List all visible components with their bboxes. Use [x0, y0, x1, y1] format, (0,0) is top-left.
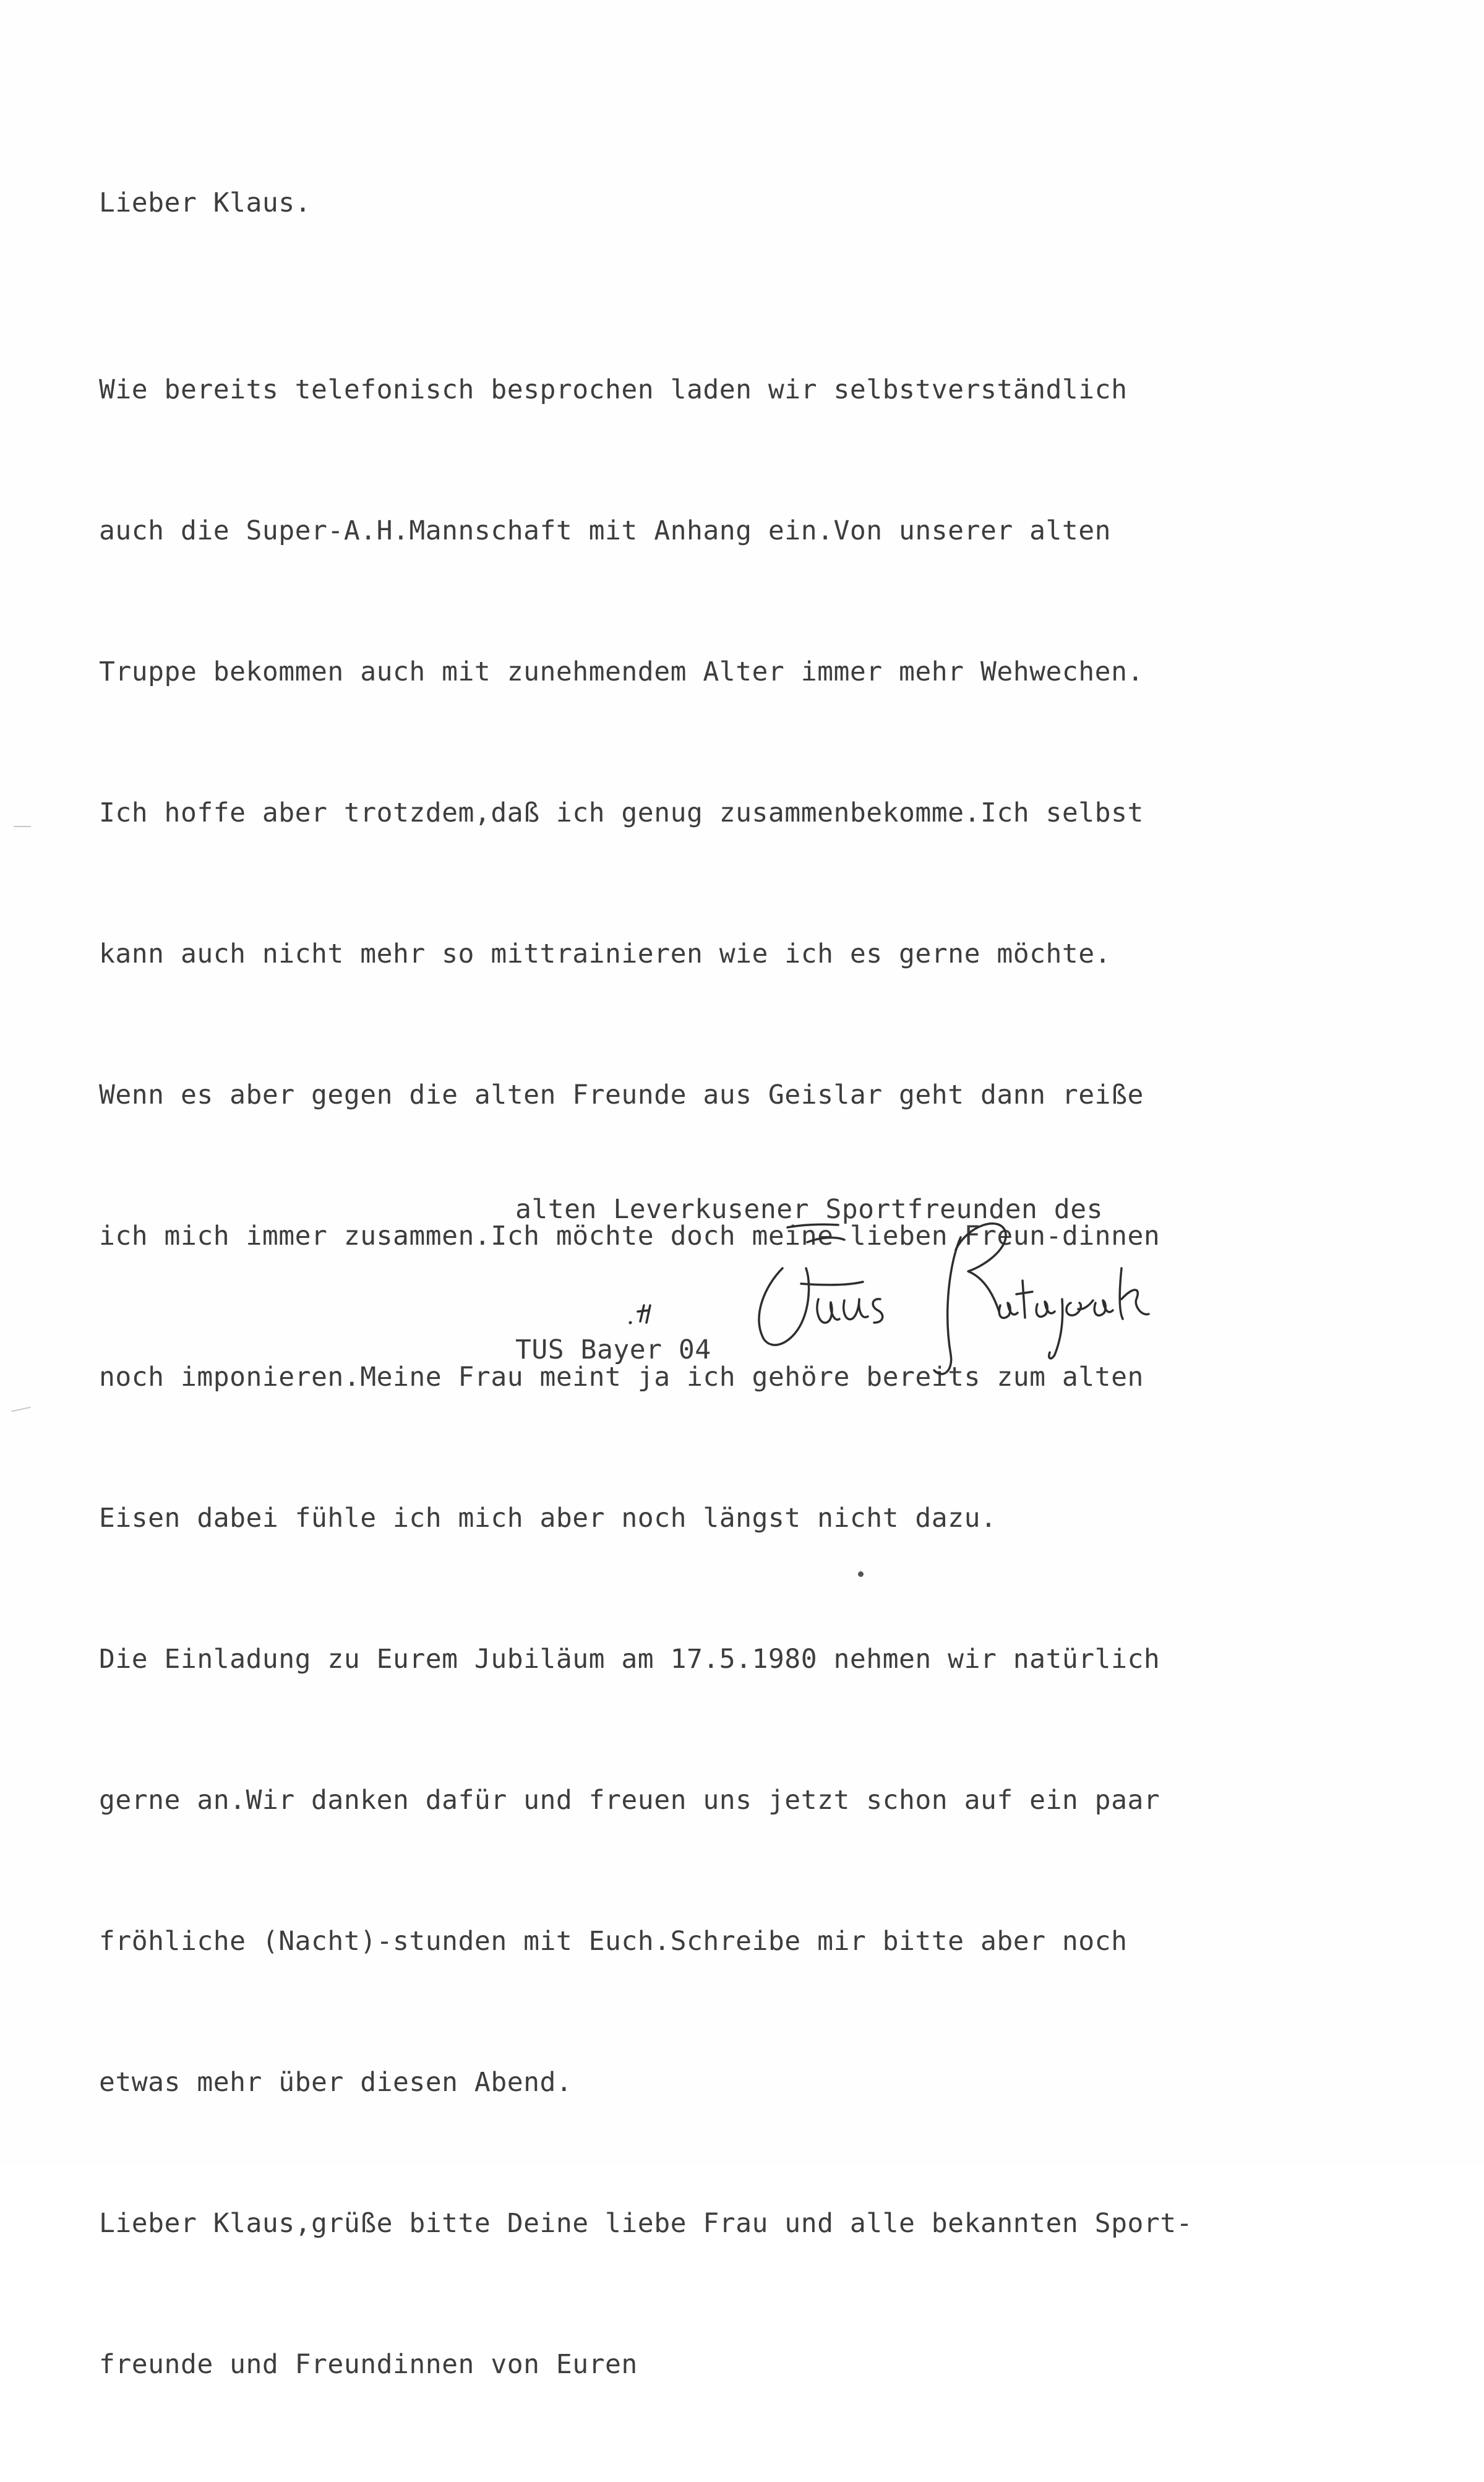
handwritten-signature [622, 1213, 1178, 1411]
body-line: Lieber Klaus,grüße bitte Deine liebe Frau und alle bekannten Sport- [99, 2208, 1193, 2239]
closing-line: alten Leverkusener Sportfreunden des [515, 1194, 1103, 1225]
closing-line: TUS Bayer 04 [515, 1334, 711, 1365]
paper-speck [14, 826, 31, 827]
body-line: noch imponieren.Meine Frau meint ja ich gehöre bereits zum alten [99, 1362, 1144, 1393]
body-line: Wie bereits telefonisch besprochen laden wir selbstverständlich [99, 374, 1128, 405]
body-line: fröhliche (Nacht)-stunden mit Euch.Schreibe mir bitte aber noch [99, 1926, 1128, 1957]
body-line: ich mich immer zusammen.Ich möchte doch meine lieben Freun-dinnen [99, 1221, 1160, 1252]
body-line: auch die Super-A.H.Mannschaft mit Anhang ein.Von unserer alten [99, 515, 1112, 546]
body-line: freunde und Freundinnen von Euren [99, 2349, 638, 2380]
body-line: Die Einladung zu Eurem Jubiläum am 17.5.1980 nehmen wir natürlich [99, 1644, 1160, 1675]
body-line: Ich hoffe aber trotzdem,daß ich genug zusammenbekomme.Ich selbst [99, 797, 1144, 828]
body-line: Wenn es aber gegen die alten Freunde aus Geislar geht dann reiße [99, 1080, 1144, 1110]
body-line: Eisen dabei fühle ich mich aber noch längst nicht dazu. [99, 1503, 997, 1534]
body-line: Truppe bekommen auch mit zunehmendem Alter immer mehr Wehwechen. [99, 656, 1144, 687]
salutation: Lieber Klaus. [99, 187, 312, 218]
body-line: kann auch nicht mehr so mittrainieren wie ich es gerne möchte. [99, 938, 1112, 969]
body-line: etwas mehr über diesen Abend. [99, 2067, 573, 2098]
paper-speck [11, 1407, 31, 1412]
body-line: gerne an.Wir danken dafür und freuen uns jetzt schon auf ein paar [99, 1785, 1160, 1816]
ink-dot [858, 1571, 864, 1577]
